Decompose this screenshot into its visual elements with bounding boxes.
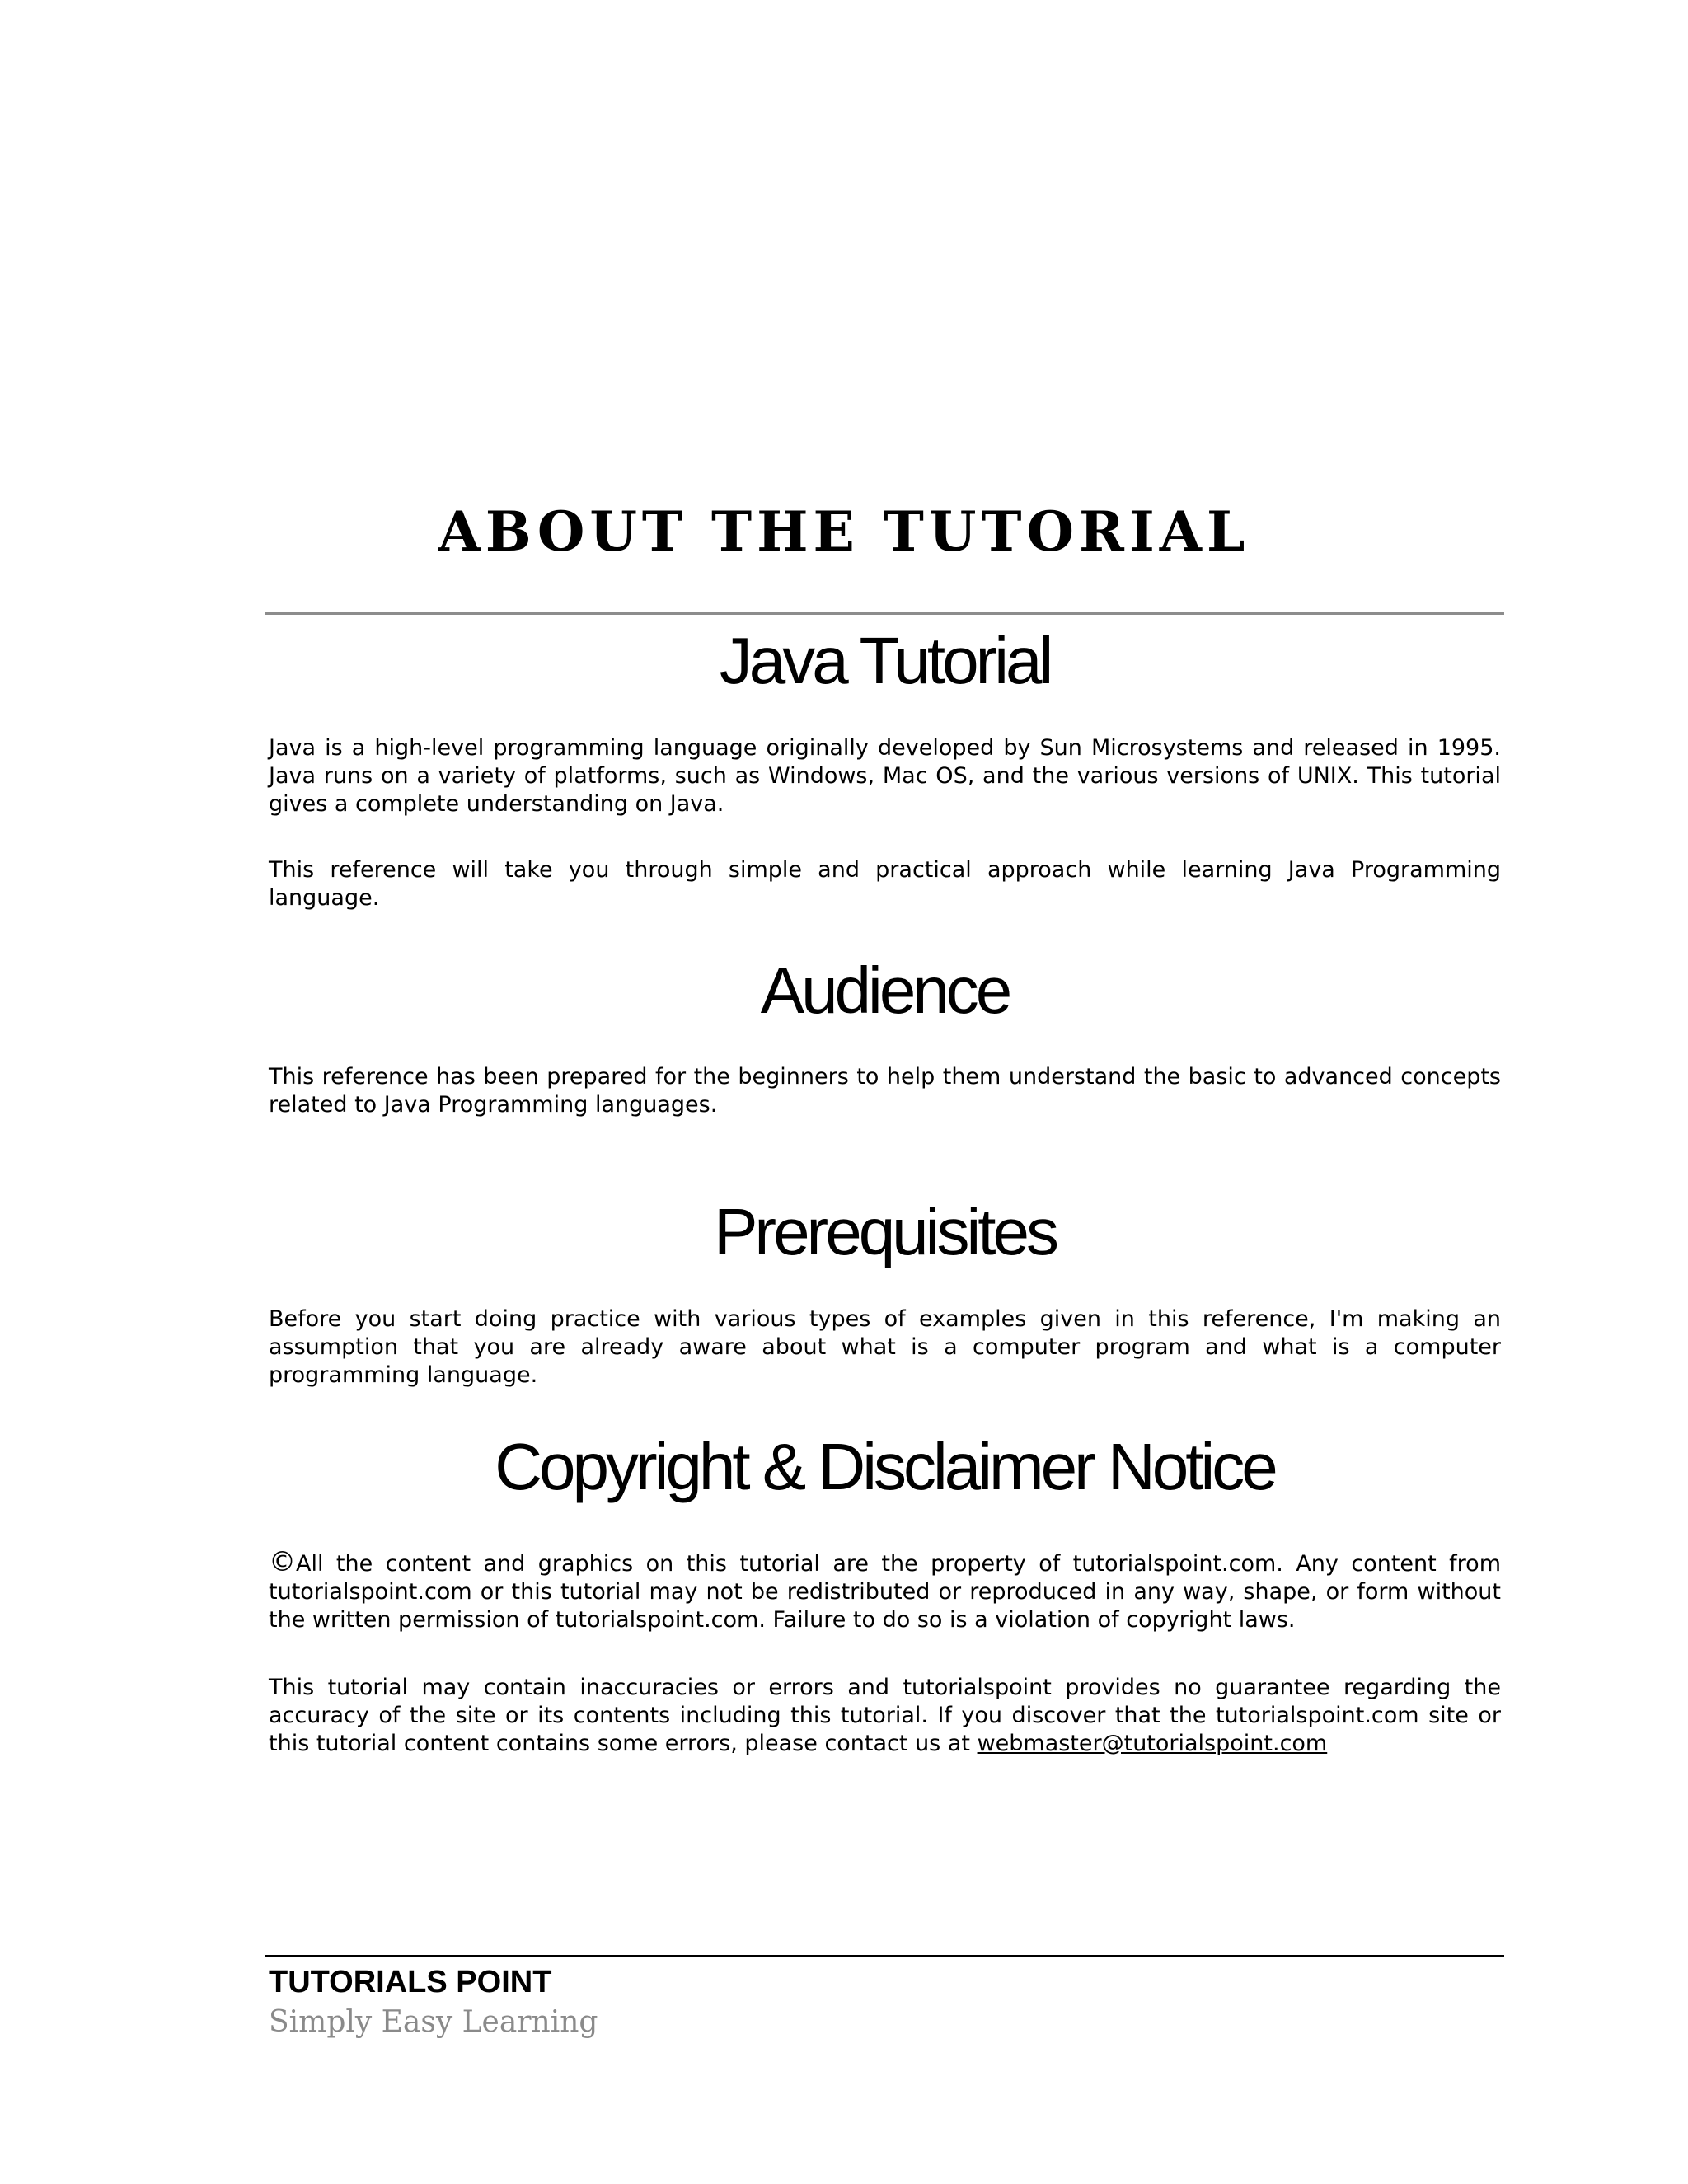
copyright-text: All the content and graphics on this tutorial are the property of tutorialspoint.com. Any content from tutorialspoint.com or this tutorial may not be redistributed or reproduced in any way, shape, or form without the written permission of tutorialspoint.com. Failure to do so is a violation of copyright laws. — [269, 1551, 1501, 1633]
java-intro-paragraph: Java is a high-level programming language originally developed by Sun Microsystems and released in 1995. Java runs on a variety of platforms, such as Windows, Mac OS, and the various versions of UNIX. This tutorial gives a complete understanding on Java. — [269, 735, 1501, 817]
section-title-java-tutorial: Java Tutorial — [719, 624, 1051, 697]
footer-brand: TUTORIALS POINT — [269, 1965, 552, 1999]
prerequisites-paragraph: Before you start doing practice with various types of examples given in this reference, I'm making an assumption that you are already aware about what is a computer program and what is a computer programming language. — [269, 1306, 1501, 1388]
contact-email-link[interactable]: webmaster@tutorialspoint.com — [977, 1731, 1328, 1756]
audience-paragraph: This reference has been prepared for the beginners to help them understand the basic to advanced concepts related to Java Programming languages. — [269, 1064, 1501, 1118]
java-reference-paragraph: This reference will take you through simple and practical approach while learning Java Programming language. — [269, 857, 1501, 911]
footer-tagline: Simply Easy Learning — [269, 2005, 598, 2039]
page-heading: ABOUT THE TUTORIAL — [438, 499, 1250, 564]
disclaimer-paragraph — [269, 1674, 1501, 1758]
section-title-audience: Audience — [760, 954, 1010, 1027]
heading-divider — [265, 612, 1504, 615]
disclaimer-text: This tutorial may contain inaccuracies or errors and tutorialspoint provides no guarantee regarding the accuracy of the site or its contents including this tutorial. If you discover that the tutorialspoint.com site or this tutorial content contains some errors, please contact us at — [269, 1675, 1501, 1756]
section-title-prerequisites: Prerequisites — [714, 1195, 1056, 1268]
copyright-paragraph — [269, 1545, 1501, 1634]
section-title-copyright: Copyright & Disclaimer Notice — [495, 1430, 1275, 1503]
footer-divider — [265, 1955, 1504, 1957]
copyright-icon: © — [269, 1545, 296, 1577]
